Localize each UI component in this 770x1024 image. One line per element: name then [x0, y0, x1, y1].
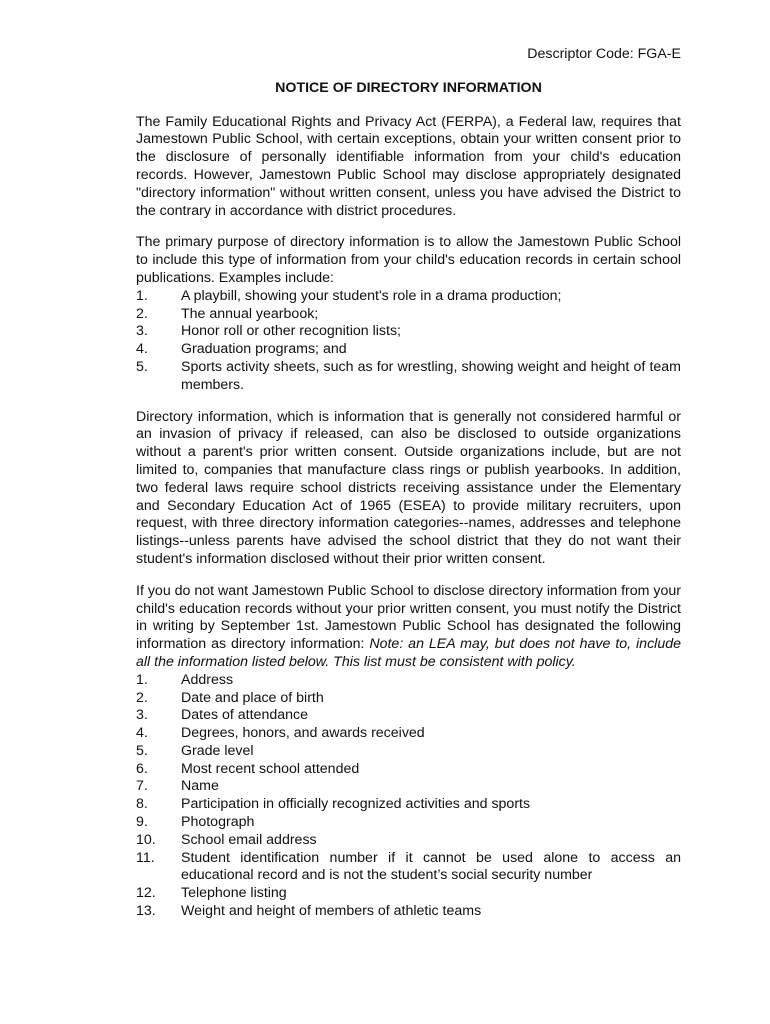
paragraph-purpose: The primary purpose of directory information is to allow the Jamestown Public School to include this type of information from your child's education records in certain school publications. Examples include: [136, 234, 681, 286]
list-item: 12. Telephone listing [136, 885, 287, 902]
list-item: 4. Graduation programs; and [136, 341, 347, 358]
list-item: 5. Grade level [136, 742, 254, 759]
examples-list [136, 288, 681, 395]
list-item: 1. A playbill, showing your student's role in a drama production; [136, 287, 562, 304]
list-item: 3. Dates of attendance [136, 707, 308, 724]
descriptor-code: Descriptor Code: FGA-E [527, 46, 681, 62]
list-item: 2. Date and place of birth [136, 689, 324, 706]
document-page [136, 46, 681, 935]
list-item: 3. Honor roll or other recognition lists; [136, 323, 402, 340]
list-item: 8. Participation in officially recognized activities and sports [136, 796, 531, 813]
list-item: 9. Photograph [136, 814, 255, 831]
list-item: 4. Degrees, honors, and awards received [136, 725, 425, 742]
paragraph-opt-out [136, 583, 681, 672]
list-item: 11. Student identification number if it cannot be used alone to access an educational record and is not the student’s social security number [136, 849, 681, 884]
list-item: 13. Weight and height of members of athletic teams [136, 903, 482, 920]
paragraph-ferpa: The Family Educational Rights and Privacy Act (FERPA), a Federal law, requires that Jamestown Public School, with certain exceptions, obtain your written consent prior to the disclosure of personally identifiable information from your child's education records. However, Jamestown Public School may disclose appropriately designated "directory information" without written consent, unless you have advised the District to the contrary in accordance with district procedures. [136, 113, 681, 219]
directory-items-list [136, 672, 681, 921]
list-item: 6. Most recent school attended [136, 760, 360, 777]
list-item: 2. The annual yearbook; [136, 305, 319, 322]
paragraph-disclosure: Directory information, which is information that is generally not considered harmful or an invasion of privacy if released, can also be disclosed to outside organizations without a parent's prior written consent. Outside organizations include, but are not limited to, companies that manufacture class rings or publish yearbooks. In addition, two federal laws require school districts receiving assistance under the Elementary and Secondary Education Act of 1965 (ESEA) to provide military recruiters, upon request, with three directory information categories--names, addresses and telephone listings--unless parents have advised the school district that they do not want their student's information disclosed without their prior written consent. [136, 408, 681, 567]
list-item: 1. Address [136, 671, 234, 688]
list-item: 5. Sports activity sheets, such as for wrestling, showing weight and height of team members. [136, 358, 681, 393]
page-title: NOTICE OF DIRECTORY INFORMATION [275, 79, 542, 96]
list-item: 7. Name [136, 778, 219, 795]
lea-note: Note: an LEA may, but does not have to, include all the information listed below. This list must be consistent with policy. [136, 636, 681, 670]
list-item: 10. School email address [136, 831, 317, 848]
opt-out-text: If you do not want Jamestown Public School to disclose directory information from your child's education records without your prior written consent, you must notify the District in writing by September 1st. Jamestown Public School has designated the following information as directory information: [136, 582, 681, 653]
